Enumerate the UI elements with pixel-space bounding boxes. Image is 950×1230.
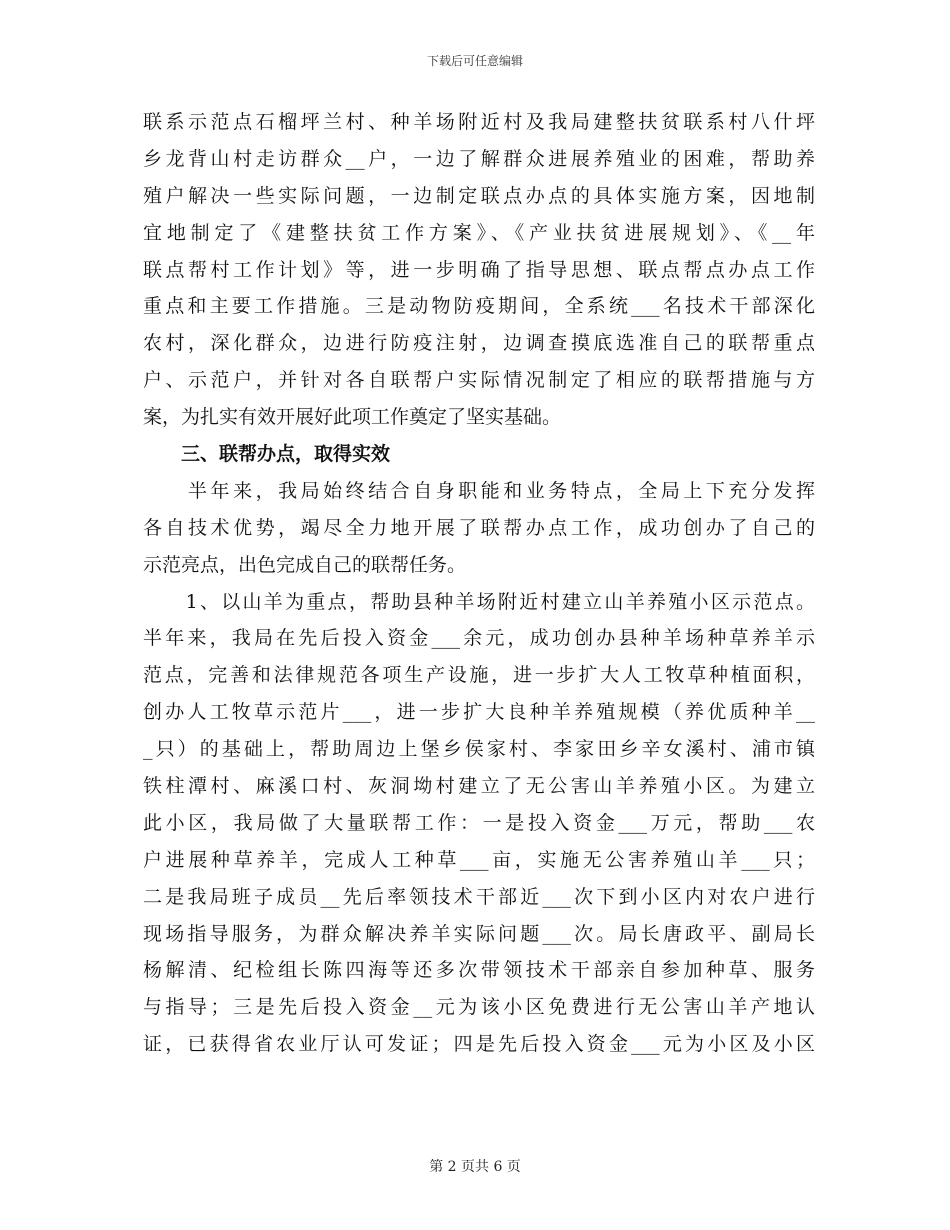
text-line: 二是我局班子成员__先后率领技术干部近___次下到小区内对农户进行 <box>143 885 815 908</box>
text-line: 1、以山羊为重点，帮助县种羊场附近村建立山羊养殖小区示范点。 <box>143 590 815 613</box>
text-line: 乡龙背山村走访群众__户，一边了解群众进展养殖业的困难，帮助养 <box>143 147 815 170</box>
text-line: 各自技术优势，竭尽全力地开展了联帮办点工作，成功创办了自己的 <box>143 516 815 539</box>
text-line: 户、示范户，并针对各自联帮户实际情况制定了相应的联帮措施与方 <box>143 369 815 392</box>
text-line: 现场指导服务，为群众解决养羊实际问题___次。局长唐政平、副局长 <box>143 922 815 945</box>
text-line: 联点帮村工作计划》等，进一步明确了指导思想、联点帮点办点工作 <box>143 258 815 281</box>
text-line: 殖户解决一些实际问题，一边制定联点办点的具体实施方案，因地制 <box>143 184 815 207</box>
text-line: 案，为扎实有效开展好此项工作奠定了坚实基础。 <box>143 406 562 429</box>
page-header: 下载后可任意编辑 <box>426 54 523 68</box>
text-line: 杨解清、纪检组长陈四海等还多次带领技术干部亲自参加种草、服务 <box>143 959 815 982</box>
text-line: 证，已获得省农业厅认可发证；四是先后投入资金___元为小区及小区 <box>143 1033 815 1056</box>
text-line: 创办人工牧草示范片___，进一步扩大良种羊养殖规模（养优质种羊__ <box>143 701 815 724</box>
text-line: 范点，完善和法律规范各项生产设施，进一步扩大人工牧草种植面积， <box>143 664 815 687</box>
text-line: 铁柱潭村、麻溪口村、灰洞坳村建立了无公害山羊养殖小区。为建立 <box>143 775 815 798</box>
text-line: _只）的基础上，帮助周边上堡乡侯家村、李家田乡辛女溪村、浦市镇 <box>143 738 815 761</box>
text-line: 农村，深化群众，边进行防疫注射，边调查摸底选准自己的联帮重点 <box>143 332 815 355</box>
text-line: 此小区，我局做了大量联帮工作：一是投入资金___万元，帮助___农 <box>143 811 815 834</box>
text-line: 与指导；三是先后投入资金__元为该小区免费进行无公害山羊产地认 <box>143 996 815 1019</box>
section-heading: 三、联帮办点，取得实效 <box>181 443 391 466</box>
page-footer: 第 2 页共 6 页 <box>429 1159 521 1175</box>
text-line: 重点和主要工作措施。三是动物防疫期间，全系统___名技术干部深化 <box>143 295 815 318</box>
document-body <box>143 104 815 1063</box>
text-line: 示范亮点，出色完成自己的联帮任务。 <box>143 553 467 576</box>
text-line: 半年来，我局始终结合自身职能和业务特点，全局上下充分发挥 <box>143 479 815 502</box>
text-line: 联系示范点石榴坪兰村、种羊场附近村及我局建整扶贫联系村八什坪 <box>143 111 815 133</box>
text-line: 宜地制定了《建整扶贫工作方案》、《产业扶贫进展规划》、《__年 <box>143 221 815 244</box>
text-line: 户进展种草养羊，完成人工种草___亩，实施无公害养殖山羊___只； <box>143 848 815 871</box>
text-line: 半年来，我局在先后投入资金___余元，成功创办县种羊场种草养羊示 <box>143 627 815 650</box>
